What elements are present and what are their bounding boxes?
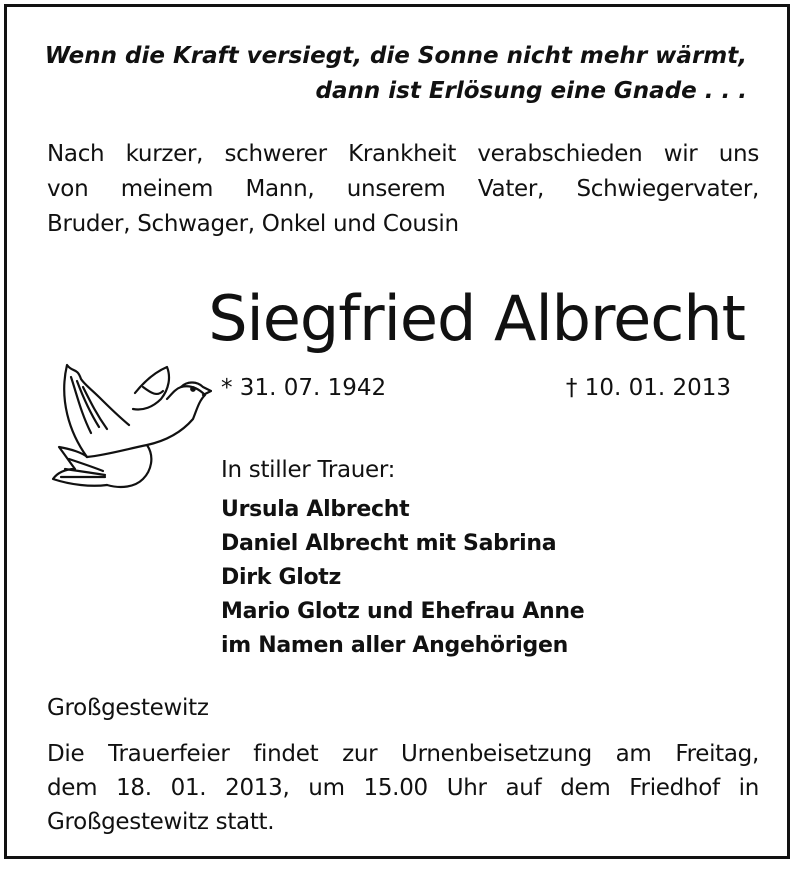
place-name: Großgestewitz [47, 695, 209, 721]
motto-quote [27, 39, 747, 109]
birth-date: * 31. 07. 1942 [221, 375, 387, 401]
obituary-notice [4, 4, 790, 859]
intro-line: Bruder, Schwager, Onkel und Cousin [47, 211, 459, 237]
funeral-line: Großgestewitz statt. [47, 809, 275, 835]
dove-icon [47, 337, 212, 502]
mourners-list [221, 493, 584, 663]
intro-text [47, 137, 759, 242]
intro-line: Nach kurzer, schwerer Krankheit verabschieden wir uns [47, 141, 759, 167]
funeral-line: Die Trauerfeier findet zur Urnenbeisetzung am Freitag, [47, 741, 759, 767]
life-dates [221, 371, 731, 405]
mourner-name: im Namen aller Angehörigen [221, 633, 568, 658]
funeral-line: dem 18. 01. 2013, um 15.00 Uhr auf dem Friedhof in [47, 775, 759, 801]
mourner-name: Daniel Albrecht mit Sabrina [221, 531, 557, 556]
deceased-name: Siegfried Albrecht [208, 282, 745, 355]
motto-line: dann ist Erlösung eine Gnade . . . [315, 78, 747, 104]
intro-line: von meinem Mann, unserem Vater, Schwiegervater, [47, 176, 759, 202]
mourning-label: In stiller Trauer: [221, 457, 396, 483]
motto-line: Wenn die Kraft versiegt, die Sonne nicht mehr wärmt, [44, 43, 747, 69]
mourner-name: Dirk Glotz [221, 565, 341, 590]
death-date: † 10. 01. 2013 [565, 375, 731, 401]
mourner-name: Mario Glotz und Ehefrau Anne [221, 599, 585, 624]
mourner-name: Ursula Albrecht [221, 497, 410, 522]
funeral-info [47, 737, 759, 839]
